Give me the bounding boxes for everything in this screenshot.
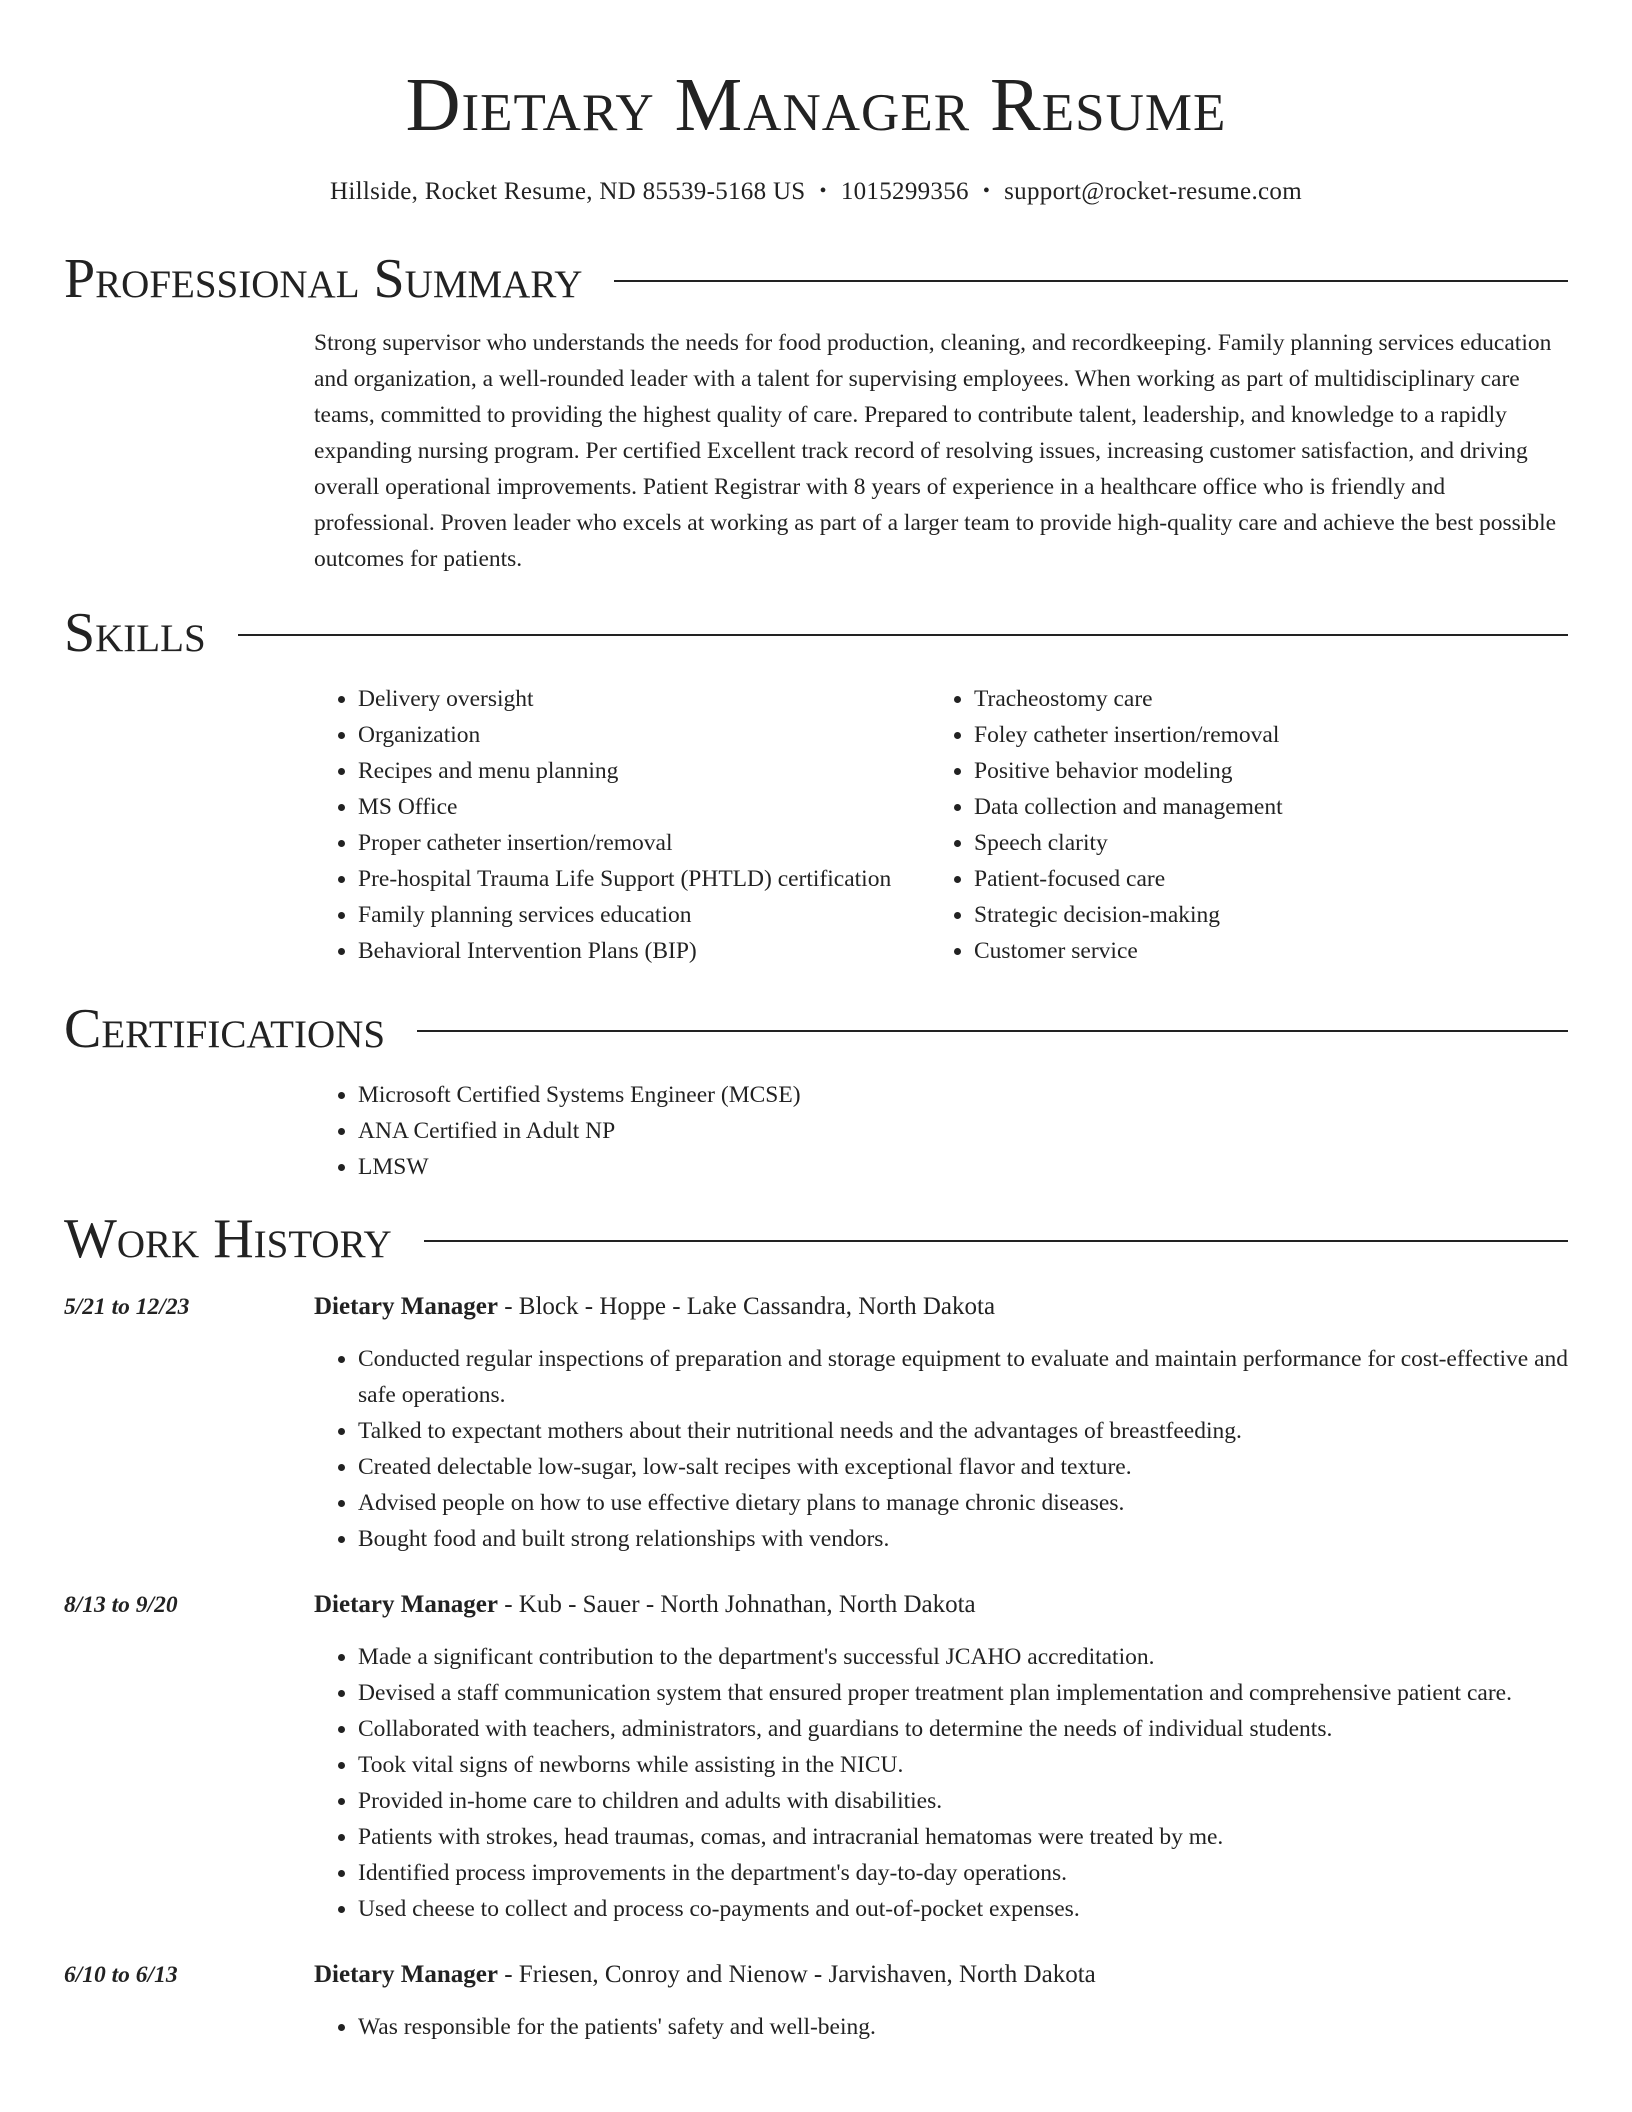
certifications-list: [314, 1077, 1568, 1185]
summary-section-header: [64, 247, 1568, 311]
contact-separator: •: [982, 180, 991, 202]
job-bullet: • Advised people on how to use effective dietary plans to manage chronic diseases.: [358, 1485, 1568, 1521]
job-bullet: • Made a significant contribution to the department's successful JCAHO accreditation.: [358, 1639, 1568, 1675]
work-heading: Work History: [64, 1208, 392, 1270]
skill-item: • Proper catheter insertion/removal: [358, 825, 930, 861]
skill-item: • Data collection and management: [974, 789, 1568, 825]
certification-item: • LMSW: [358, 1149, 1568, 1185]
section-divider: [614, 280, 1568, 282]
job-details: [314, 1587, 1568, 1927]
work-section-header: [64, 1207, 1568, 1271]
skills-column-right: [930, 681, 1568, 969]
job-responsibilities: [314, 1639, 1568, 1927]
skills-section: [314, 681, 1568, 969]
certification-item: • ANA Certified in Adult NP: [358, 1113, 1568, 1149]
skills-list-right: [930, 681, 1568, 969]
job-details: [314, 1957, 1568, 2045]
job-title-line: [314, 1289, 1568, 1325]
certifications-section: [314, 1077, 1568, 1185]
summary-section: [314, 325, 1568, 577]
summary-text: Strong supervisor who understands the needs for food production, cleaning, and recordkeeping. Family planning services education and organization, a well-rounded leader with a talent for supervising employees. When working as part of multidisciplinary care teams, committed to providing the highest quality of care. Prepared to contribute talent, leadership, and knowledge to a rapidly expanding nursing program. Per certified Excellent track record of resolving issues, increasing customer satisfaction, and driving overall operational improvements. Patient Registrar with 8 years of experience in a healthcare office who is friendly and professional. Proven leader who excels at working as part of a larger team to provide high-quality care and achieve the best possible outcomes for patients.: [314, 330, 1557, 572]
resume-title: Dietary Manager Resume: [405, 63, 1227, 147]
skill-item: • Tracheostomy care: [974, 681, 1568, 717]
skill-item: • Customer service: [974, 933, 1568, 969]
skills-section-header: [64, 601, 1568, 665]
skills-column-left: [314, 681, 930, 969]
job-bullet: • Provided in-home care to children and adults with disabilities.: [358, 1783, 1568, 1819]
skill-item: • Delivery oversight: [358, 681, 930, 717]
job-responsibilities: [314, 2009, 1568, 2045]
skill-item: • Patient-focused care: [974, 861, 1568, 897]
job-bullet: • Devised a staff communication system that ensured proper treatment plan implementation and comprehensive patient care.: [358, 1675, 1568, 1711]
job-bullet: • Conducted regular inspections of preparation and storage equipment to evaluate and maintain performance for cost-effective and safe operations.: [358, 1341, 1568, 1413]
job-employer: - Kub - Sauer - North Johnathan, North Dakota: [497, 1591, 976, 1618]
job-bullet: • Bought food and built strong relationships with vendors.: [358, 1521, 1568, 1557]
job-dates: 8/13 to 9/20: [64, 1592, 178, 1618]
job-title: Dietary Manager: [314, 1961, 498, 1988]
job-dates: 6/10 to 6/13: [64, 1962, 178, 1988]
skill-item: • Speech clarity: [974, 825, 1568, 861]
skill-item: • Family planning services education: [358, 897, 930, 933]
job-title-line: [314, 1957, 1568, 1993]
certifications-heading: Certifications: [64, 998, 386, 1060]
contact-separator: •: [819, 180, 827, 202]
job-employer: - Block - Hoppe - Lake Cassandra, North Dakota: [497, 1293, 996, 1320]
job-entry: [64, 1289, 1568, 1557]
job-title-line: [314, 1587, 1568, 1623]
job-details: [314, 1289, 1568, 1557]
job-bullet: • Collaborated with teachers, administrators, and guardians to determine the needs of individual students.: [358, 1711, 1568, 1747]
job-bullet: • Identified process improvements in the department's day-to-day operations.: [358, 1855, 1568, 1891]
contact-address: Hillside, Rocket Resume, ND 85539-5168 US: [330, 178, 806, 205]
job-title: Dietary Manager: [314, 1293, 498, 1320]
contact-phone: 1015299356: [840, 178, 969, 205]
skill-item: • Recipes and menu planning: [358, 753, 930, 789]
job-employer: - Friesen, Conroy and Nienow - Jarvishaven, North Dakota: [497, 1961, 1096, 1988]
certification-item: • Microsoft Certified Systems Engineer (MCSE): [358, 1077, 1568, 1113]
certifications-section-header: [64, 997, 1568, 1061]
work-history-section: [64, 1289, 1568, 2045]
job-bullet: • Took vital signs of newborns while assisting in the NICU.: [358, 1747, 1568, 1783]
skill-item: • Strategic decision-making: [974, 897, 1568, 933]
section-divider: [417, 1030, 1568, 1032]
job-bullet: • Patients with strokes, head traumas, comas, and intracranial hematomas were treated by me.: [358, 1819, 1568, 1855]
job-bullet: • Talked to expectant mothers about their nutritional needs and the advantages of breastfeeding.: [358, 1413, 1568, 1449]
contact-line: [64, 176, 1568, 209]
skill-item: • Pre-hospital Trauma Life Support (PHTLD) certification: [358, 861, 930, 897]
job-title: Dietary Manager: [314, 1591, 498, 1618]
job-bullet: • Used cheese to collect and process co-payments and out-of-pocket expenses.: [358, 1891, 1568, 1927]
job-entry: [64, 1957, 1568, 2045]
skill-item: • MS Office: [358, 789, 930, 825]
job-bullet: • Created delectable low-sugar, low-salt recipes with exceptional flavor and texture.: [358, 1449, 1568, 1485]
job-entry: [64, 1587, 1568, 1927]
skill-item: • Behavioral Intervention Plans (BIP): [358, 933, 930, 969]
skill-item: • Foley catheter insertion/removal: [974, 717, 1568, 753]
skill-item: • Organization: [358, 717, 930, 753]
section-divider: [238, 634, 1568, 636]
skills-list-left: [314, 681, 930, 969]
skills-heading: Skills: [64, 602, 206, 664]
summary-heading: Professional Summary: [64, 248, 583, 310]
job-responsibilities: [314, 1341, 1568, 1557]
skill-item: • Positive behavior modeling: [974, 753, 1568, 789]
job-dates: 5/21 to 12/23: [64, 1294, 190, 1320]
job-bullet: • Was responsible for the patients' safety and well-being.: [358, 2009, 1568, 2045]
contact-email: support@rocket-resume.com: [1004, 178, 1302, 205]
section-divider: [424, 1240, 1568, 1242]
